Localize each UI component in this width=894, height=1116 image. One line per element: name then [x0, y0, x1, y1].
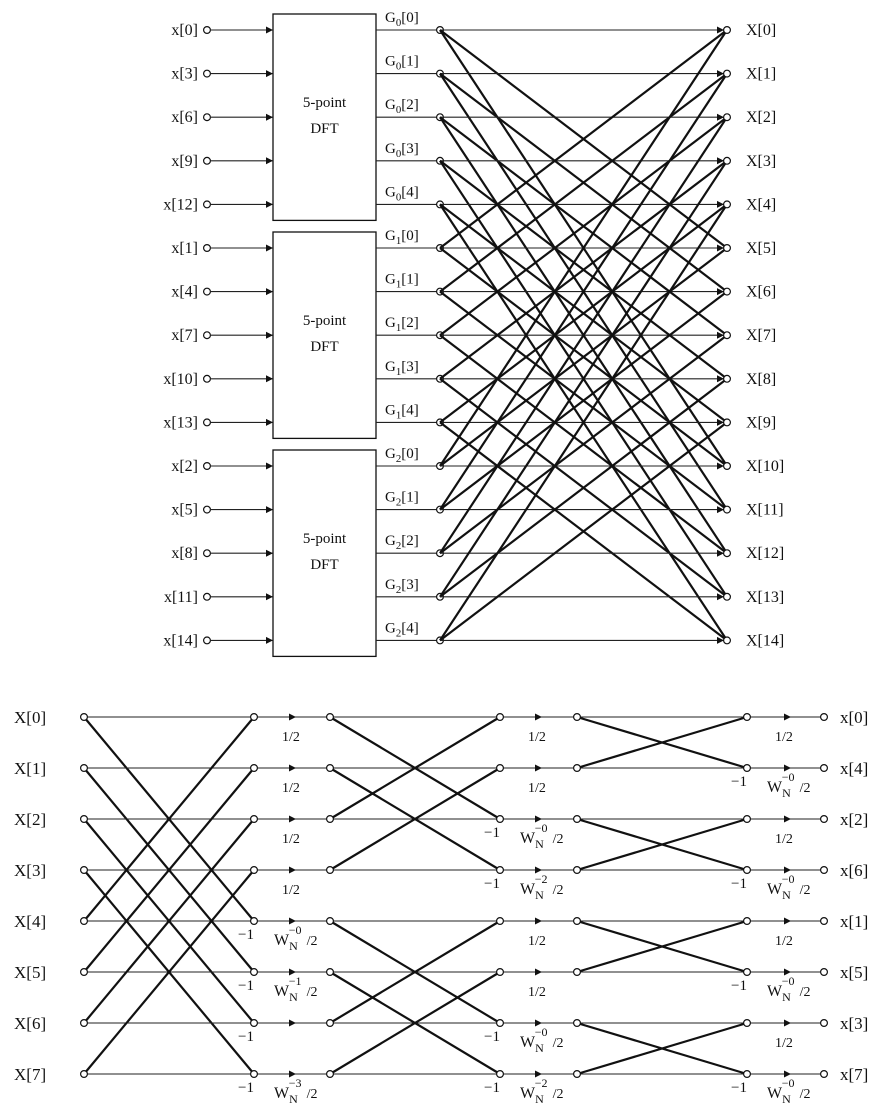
output-label: x[5] — [840, 963, 869, 982]
input-arrow — [266, 288, 273, 295]
input-arrow — [266, 463, 273, 470]
input-node — [204, 506, 211, 513]
input-arrow — [266, 332, 273, 339]
stage1-gain-label — [282, 730, 300, 745]
gain-label: 1/2 — [282, 883, 300, 898]
output-node — [821, 765, 828, 772]
input-arrow — [266, 114, 273, 121]
input-label: X[3] — [14, 861, 47, 880]
input-node — [81, 918, 88, 925]
input-node — [204, 419, 211, 426]
stage1-gain-label — [282, 781, 300, 796]
input-arrow — [266, 550, 273, 557]
butterfly-node — [744, 765, 751, 772]
stage2-gain-arrow — [535, 714, 542, 721]
stage1-gain-arrow — [289, 1020, 296, 1027]
input-node — [204, 375, 211, 382]
minus-one-label: −1 — [238, 1029, 254, 1045]
stage3-gain-arrow — [784, 1020, 791, 1027]
butterfly-node — [574, 969, 581, 976]
mix-right-node — [724, 550, 731, 557]
butterfly-node — [497, 816, 504, 823]
stage2-gain-label — [484, 1076, 563, 1106]
stage3-gain-label — [731, 1076, 810, 1106]
input-label: X[5] — [14, 963, 47, 982]
twiddle-factor-label: $W_N-0/2$ — [274, 923, 318, 953]
output-label: X[4] — [746, 196, 777, 214]
input-node — [204, 157, 211, 164]
input-node — [81, 1020, 88, 1027]
output-label: X[13] — [746, 588, 785, 606]
twiddle-factor-label: $W_N-1/2$ — [274, 974, 318, 1004]
stage2-gain-arrow — [535, 918, 542, 925]
g-output-label: $G_1[1]$ — [385, 271, 419, 291]
butterfly-node — [327, 969, 334, 976]
stage3-gain-arrow — [784, 918, 791, 925]
input-label: x[2] — [171, 458, 198, 475]
minus-one-label: −1 — [731, 876, 747, 892]
butterfly-node — [744, 867, 751, 874]
twiddle-factor-label: $W_N-0/2$ — [767, 1076, 811, 1106]
butterfly-node — [251, 1071, 258, 1078]
g-output-label: $G_2[4]$ — [385, 620, 419, 640]
butterfly-node — [251, 969, 258, 976]
butterfly-node — [744, 969, 751, 976]
input-arrow — [266, 637, 273, 644]
output-label: X[1] — [746, 65, 777, 83]
twiddle-factor-label: $W_N-2/2$ — [520, 872, 564, 902]
butterfly-node — [574, 765, 581, 772]
gain-label: 1/2 — [775, 934, 793, 949]
output-label: x[6] — [840, 861, 869, 880]
output-label: X[6] — [746, 283, 777, 301]
gain-label: 1/2 — [282, 781, 300, 796]
twiddle-factor-label: $W_N-3/2$ — [274, 1076, 318, 1106]
input-arrow — [266, 375, 273, 382]
output-label: X[2] — [746, 109, 777, 127]
butterfly-node — [327, 765, 334, 772]
stage1-gain-arrow — [289, 765, 296, 772]
output-node — [821, 714, 828, 721]
gain-label: 1/2 — [528, 730, 546, 745]
butterfly-node — [744, 918, 751, 925]
input-node — [81, 765, 88, 772]
input-arrow — [266, 70, 273, 77]
butterfly-node — [251, 765, 258, 772]
butterfly-node — [497, 765, 504, 772]
stage1-gain-label — [238, 923, 317, 953]
input-node — [204, 70, 211, 77]
output-label: X[10] — [746, 458, 785, 475]
output-node — [821, 918, 828, 925]
g-output-label: $G_1[3]$ — [385, 358, 419, 378]
input-label: X[6] — [14, 1014, 47, 1033]
input-label: X[2] — [14, 810, 47, 829]
input-label: x[0] — [171, 22, 198, 39]
butterfly-node — [744, 1071, 751, 1078]
stage1-gain-arrow — [289, 867, 296, 874]
gain-label: 1/2 — [528, 985, 546, 1000]
stage3-gain-label — [775, 832, 793, 847]
output-label: x[0] — [840, 708, 869, 727]
mix-right-node — [724, 27, 731, 34]
output-label: x[4] — [840, 759, 869, 778]
input-arrow — [266, 419, 273, 426]
output-node — [821, 1071, 828, 1078]
mix-right-node — [724, 114, 731, 121]
gain-label: 1/2 — [528, 934, 546, 949]
stage1-gain-label — [238, 1076, 317, 1106]
input-arrow — [266, 27, 273, 34]
g-output-label: $G_2[3]$ — [385, 576, 419, 596]
minus-one-label: −1 — [238, 1080, 254, 1096]
output-label: X[7] — [746, 327, 777, 345]
stage3-gain-label — [775, 730, 793, 745]
g-output-label: $G_0[2]$ — [385, 97, 419, 117]
input-label: x[8] — [171, 545, 198, 563]
butterfly-node — [327, 918, 334, 925]
butterfly-node — [251, 714, 258, 721]
mix-right-node — [724, 288, 731, 295]
input-label: X[1] — [14, 759, 47, 778]
dft-block-subtitle: DFT — [310, 339, 339, 356]
g-output-label: $G_1[4]$ — [385, 402, 419, 422]
gain-label: 1/2 — [528, 781, 546, 796]
g-output-label: $G_0[0]$ — [385, 10, 419, 29]
dft-block-1 — [273, 232, 376, 438]
input-label: X[7] — [14, 1065, 47, 1084]
butterfly-node — [574, 816, 581, 823]
g-output-label: $G_0[1]$ — [385, 53, 419, 73]
input-node — [81, 714, 88, 721]
input-node — [81, 1071, 88, 1078]
stage3-gain-label — [731, 974, 810, 1004]
input-label: x[7] — [171, 327, 198, 345]
g-output-label: $G_1[2]$ — [385, 315, 419, 335]
stage2-gain-arrow — [535, 969, 542, 976]
output-label: X[0] — [746, 22, 777, 39]
output-node — [821, 969, 828, 976]
input-node — [204, 593, 211, 600]
stage2-gain-arrow — [535, 765, 542, 772]
butterfly-node — [574, 867, 581, 874]
stage1-gain-arrow — [289, 714, 296, 721]
butterfly-node — [327, 816, 334, 823]
g-output-label: $G_2[1]$ — [385, 489, 419, 509]
output-label: X[12] — [746, 545, 785, 563]
input-node — [204, 550, 211, 557]
mix-right-node — [724, 245, 731, 252]
input-label: x[4] — [171, 283, 198, 301]
stage1-gain-label — [282, 832, 300, 847]
input-label: x[5] — [171, 501, 198, 519]
butterfly-node — [327, 714, 334, 721]
input-label: x[12] — [163, 196, 198, 214]
input-label: X[0] — [14, 708, 47, 727]
g-output-label: $G_1[0]$ — [385, 228, 419, 247]
input-node — [204, 332, 211, 339]
mix-right-node — [724, 375, 731, 382]
minus-one-label: −1 — [238, 927, 254, 943]
input-node — [204, 637, 211, 644]
stage2-gain-label — [528, 781, 546, 796]
g-output-label: $G_2[0]$ — [385, 446, 419, 465]
butterfly-node — [251, 816, 258, 823]
input-node — [204, 288, 211, 295]
input-arrow — [266, 593, 273, 600]
butterfly-node — [574, 1071, 581, 1078]
gain-label: 1/2 — [282, 730, 300, 745]
mix-right-node — [724, 157, 731, 164]
twiddle-factor-label: $W_N-0/2$ — [767, 872, 811, 902]
stage2-gain-label — [528, 985, 546, 1000]
mix-right-node — [724, 419, 731, 426]
butterfly-node — [497, 1071, 504, 1078]
output-node — [821, 1020, 828, 1027]
mix-right-node — [724, 332, 731, 339]
butterfly-node — [497, 969, 504, 976]
dft-block-0 — [273, 14, 376, 220]
input-arrow — [266, 506, 273, 513]
stage2-gain-label — [484, 1025, 563, 1055]
output-label: x[7] — [840, 1065, 869, 1084]
input-label: X[4] — [14, 912, 47, 931]
input-label: x[9] — [171, 152, 198, 170]
dft-block-title: 5-point — [302, 531, 347, 548]
stage1-gain-label — [238, 974, 317, 1004]
input-node — [204, 245, 211, 252]
twiddle-factor-label: $W_N-0/2$ — [767, 974, 811, 1004]
dft-block-title: 5-point — [302, 313, 347, 330]
stage2-gain-label — [484, 821, 563, 851]
butterfly-node — [497, 714, 504, 721]
output-label: x[1] — [840, 912, 869, 931]
butterfly-node — [744, 714, 751, 721]
dft-block-subtitle: DFT — [310, 121, 339, 138]
minus-one-label: −1 — [731, 774, 747, 790]
minus-one-label: −1 — [731, 978, 747, 994]
input-label: x[10] — [163, 370, 198, 388]
output-label: X[11] — [746, 501, 784, 519]
input-label: x[3] — [171, 65, 198, 83]
input-label: x[1] — [171, 240, 198, 257]
mix-right-node — [724, 506, 731, 513]
butterfly-node — [251, 918, 258, 925]
input-node — [204, 201, 211, 208]
stage2-gain-label — [528, 934, 546, 949]
gain-label: 1/2 — [775, 730, 793, 745]
minus-one-label: −1 — [484, 1029, 500, 1045]
input-node — [204, 114, 211, 121]
input-node — [81, 816, 88, 823]
twiddle-factor-label: $W_N-0/2$ — [520, 1025, 564, 1055]
butterfly-node — [497, 918, 504, 925]
input-arrow — [266, 201, 273, 208]
butterfly-node — [744, 816, 751, 823]
output-label: x[2] — [840, 810, 869, 829]
stage3-gain-arrow — [784, 714, 791, 721]
prime-factor-15-point-dft-diagram — [163, 10, 784, 656]
twiddle-factor-label: $W_N-0/2$ — [520, 821, 564, 851]
stage1-gain-label — [238, 1029, 254, 1045]
stage1-gain-label — [282, 883, 300, 898]
input-node — [204, 27, 211, 34]
output-label: X[9] — [746, 414, 777, 432]
minus-one-label: −1 — [484, 1080, 500, 1096]
dft-block-subtitle: DFT — [310, 557, 339, 574]
input-label: x[14] — [163, 632, 198, 650]
butterfly-node — [574, 714, 581, 721]
butterfly-node — [574, 918, 581, 925]
butterfly-node — [251, 1020, 258, 1027]
butterfly-node — [327, 1071, 334, 1078]
twiddle-factor-label: $W_N-0/2$ — [767, 770, 811, 800]
stage1-gain-arrow — [289, 816, 296, 823]
output-node — [821, 816, 828, 823]
g-output-label: $G_0[4]$ — [385, 184, 419, 204]
stage2-gain-label — [528, 730, 546, 745]
mix-right-node — [724, 201, 731, 208]
butterfly-node — [327, 1020, 334, 1027]
minus-one-label: −1 — [484, 825, 500, 841]
butterfly-node — [251, 867, 258, 874]
radix2-8-point-inverse-fft-diagram — [14, 708, 868, 1106]
butterfly-node — [497, 867, 504, 874]
stage3-gain-arrow — [784, 816, 791, 823]
butterfly-node — [497, 1020, 504, 1027]
stage3-gain-label — [731, 770, 810, 800]
dft-block-title: 5-point — [302, 95, 347, 112]
butterfly-node — [327, 867, 334, 874]
output-label: X[14] — [746, 632, 785, 650]
minus-one-label: −1 — [238, 978, 254, 994]
stage3-gain-label — [775, 1036, 793, 1051]
butterfly-node — [574, 1020, 581, 1027]
g-output-label: $G_0[3]$ — [385, 140, 419, 160]
dft-block-2 — [273, 450, 376, 656]
minus-one-label: −1 — [731, 1080, 747, 1096]
stage3-gain-label — [775, 934, 793, 949]
input-node — [81, 969, 88, 976]
gain-label: 1/2 — [775, 1036, 793, 1051]
mix-right-node — [724, 637, 731, 644]
input-node — [81, 867, 88, 874]
mix-right-node — [724, 70, 731, 77]
input-arrow — [266, 157, 273, 164]
output-node — [821, 867, 828, 874]
input-arrow — [266, 245, 273, 252]
input-node — [204, 463, 211, 470]
stage2-gain-label — [484, 872, 563, 902]
input-label: x[13] — [163, 414, 198, 432]
output-label: X[5] — [746, 240, 777, 257]
stage3-gain-label — [731, 872, 810, 902]
input-label: x[11] — [163, 588, 198, 606]
gain-label: 1/2 — [775, 832, 793, 847]
mix-right-node — [724, 463, 731, 470]
output-label: X[3] — [746, 152, 777, 170]
input-label: x[6] — [171, 109, 198, 127]
output-label: X[8] — [746, 370, 777, 388]
mix-right-node — [724, 593, 731, 600]
output-label: x[3] — [840, 1014, 869, 1033]
g-output-label: $G_2[2]$ — [385, 533, 419, 553]
minus-one-label: −1 — [484, 876, 500, 892]
gain-label: 1/2 — [282, 832, 300, 847]
twiddle-factor-label: $W_N-2/2$ — [520, 1076, 564, 1106]
butterfly-node — [744, 1020, 751, 1027]
